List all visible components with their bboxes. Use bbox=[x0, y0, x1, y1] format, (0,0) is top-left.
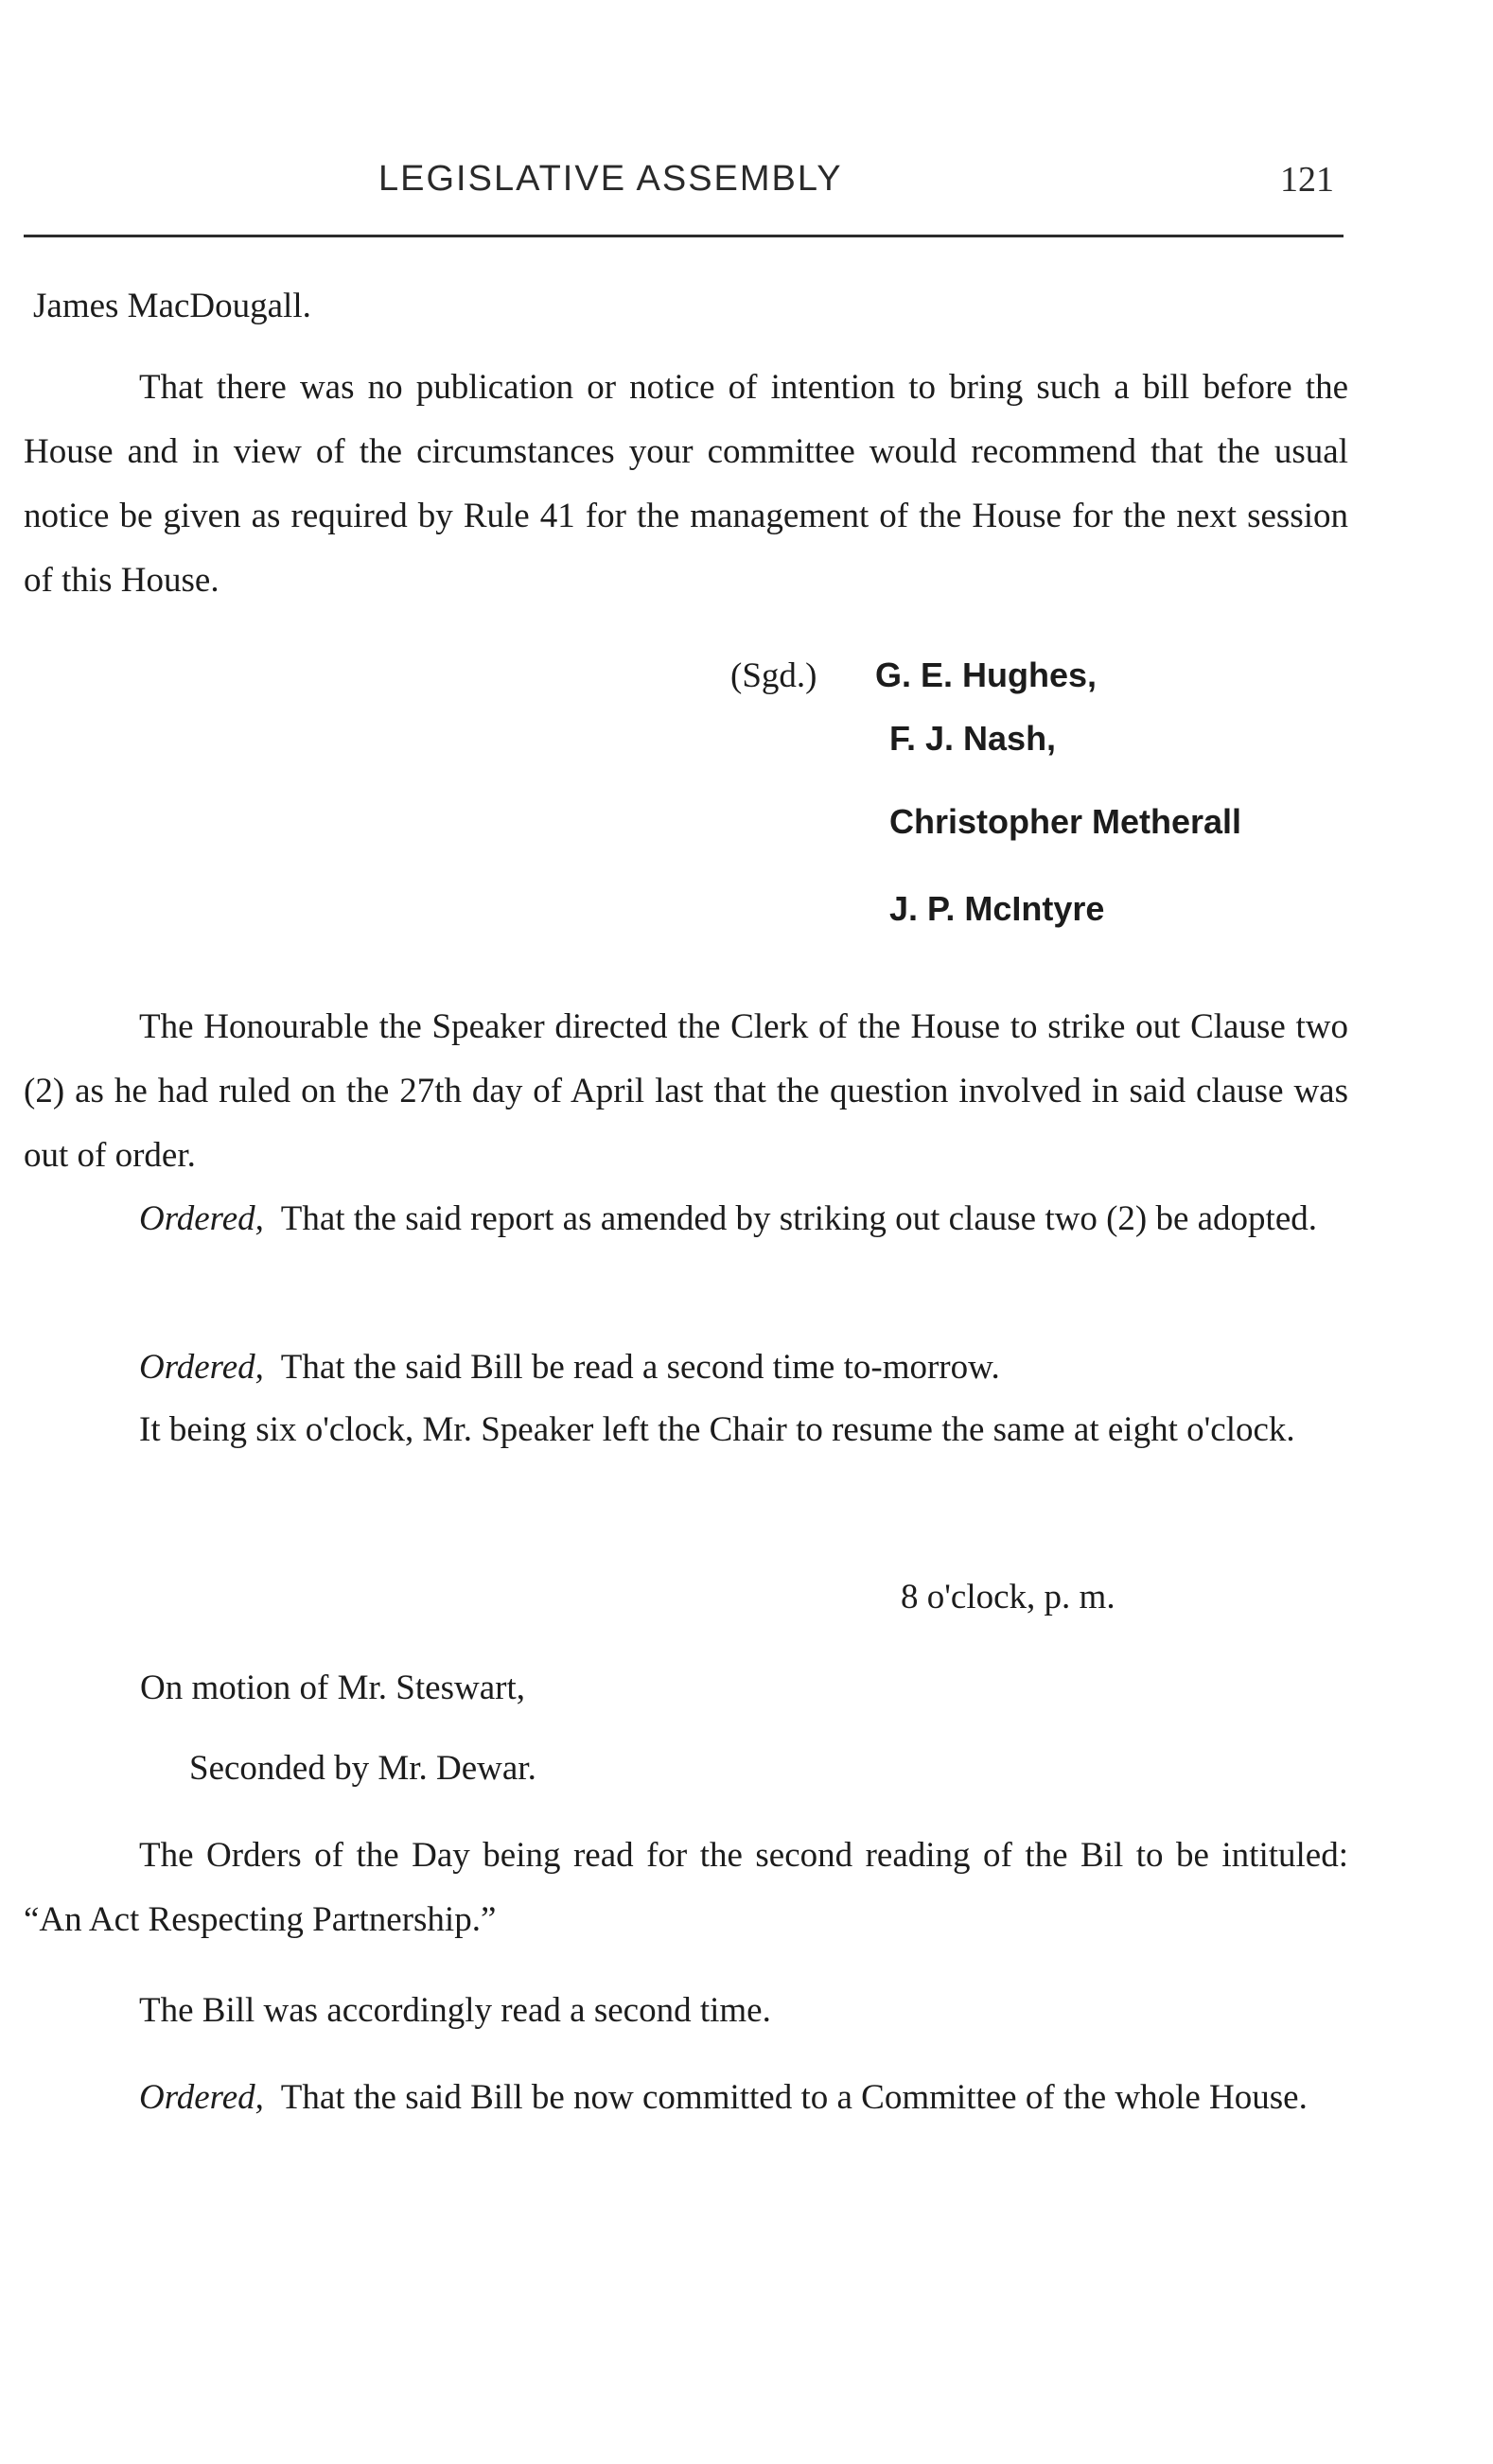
time-heading: 8 o'clock, p. m. bbox=[901, 1578, 1115, 1616]
ordered-text: That the said Bill be now committed to a Committee of the whole House. bbox=[280, 2078, 1308, 2117]
paragraph-text: The Honourable the Speaker directed the Clerk of the House to strike out Clause two (2) as he had ruled on the 27th day of April last that the question involved in said clause was out of order. bbox=[24, 1007, 1348, 1175]
motion-line: On motion of Mr. Steswart, bbox=[140, 1669, 525, 1707]
paragraph-speaker bbox=[24, 995, 1348, 1188]
ordered-label: Ordered, bbox=[139, 1199, 264, 1238]
running-head: LEGISLATIVE ASSEMBLY bbox=[378, 159, 843, 199]
continuation-line: James MacDougall. bbox=[33, 287, 311, 325]
paragraph-text: The Bill was accordingly read a second time. bbox=[139, 1991, 771, 2030]
sgd-label: (Sgd.) bbox=[730, 656, 817, 695]
paragraph-six-oclock bbox=[24, 1398, 1348, 1462]
signatory-name: J. P. McIntyre bbox=[889, 889, 1105, 928]
paragraph-text: It being six o'clock, Mr. Speaker left the Chair to resume the same at eight o'clock. bbox=[139, 1410, 1295, 1449]
page-number: 121 bbox=[1280, 160, 1334, 200]
paragraph-text: That there was no publication or notice of intention to bring such a bill before the House and in view of the circumstances your committee would recommend that the usual notice be given as required by Rule 41 for the management of the House for the next session of this House. bbox=[24, 368, 1348, 600]
ordered-label: Ordered, bbox=[139, 1348, 264, 1387]
page-header bbox=[24, 159, 1344, 208]
ordered-text: That the said report as amended by striking out clause two (2) be adopted. bbox=[280, 1199, 1318, 1238]
paragraph-orders-of-day bbox=[24, 1824, 1348, 1952]
paragraph-publication bbox=[24, 356, 1348, 613]
paragraph-text: The Orders of the Day being read for the second reading of the Bil to be intituled: “An Act Respecting Partnership.” bbox=[24, 1836, 1348, 1939]
seconded-line: Seconded by Mr. Dewar. bbox=[189, 1749, 536, 1788]
paragraph-ordered-committee bbox=[24, 2066, 1348, 2130]
signatory-name: G. E. Hughes, bbox=[875, 655, 1098, 694]
ordered-label: Ordered, bbox=[139, 2078, 264, 2117]
header-rule bbox=[24, 235, 1344, 237]
ordered-text: That the said Bill be read a second time to-morrow. bbox=[280, 1348, 1000, 1387]
signatory-name: Christopher Metherall bbox=[889, 802, 1242, 841]
paragraph-ordered-second-reading bbox=[24, 1336, 1348, 1400]
paragraph-ordered-report bbox=[24, 1187, 1348, 1251]
signatory-name: F. J. Nash, bbox=[889, 719, 1057, 758]
paragraph-bill-read bbox=[24, 1979, 1348, 2043]
